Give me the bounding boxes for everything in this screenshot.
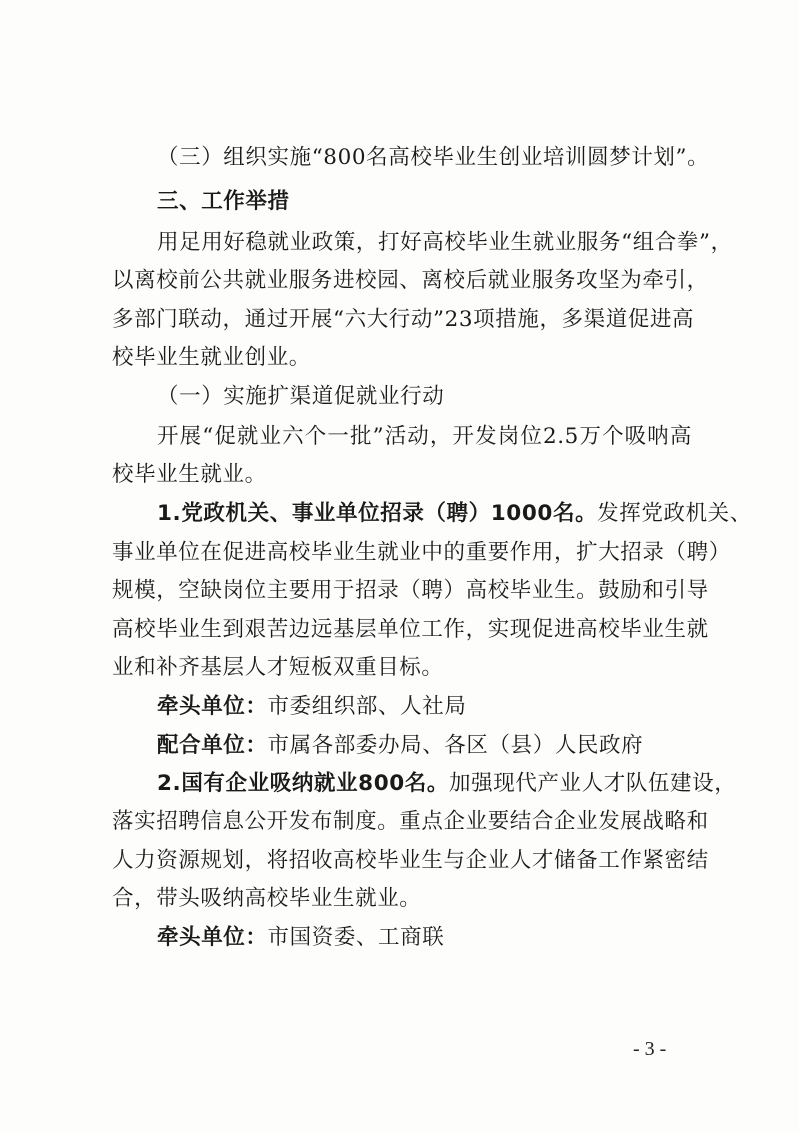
- page-number: - 3 -: [633, 1038, 667, 1060]
- cooperating-unit-label: 配合单位：: [157, 733, 268, 758]
- paragraph-line: 落实招聘信息公开发布制度。重点企业要结合企业发展战略和: [112, 809, 709, 834]
- lead-unit-line-1: [157, 693, 692, 721]
- item-1-line: [157, 500, 752, 528]
- subsection-item-3: （三）组织实施“800名高校毕业生创业培训圆梦计划”。: [157, 145, 710, 170]
- paragraph-line: 开展“促就业六个一批”活动，开发岗位2.5万个吸呐高: [157, 424, 692, 449]
- paragraph-line: 事业单位在促进高校毕业生就业中的重要作用，扩大招录（聘）: [112, 540, 731, 565]
- paragraph-line: 校毕业生就业。: [112, 462, 267, 487]
- subsection-heading-1: （一）实施扩渠道促就业行动: [157, 384, 445, 409]
- paragraph-line: 人力资源规划，将招收高校毕业生与企业人才储备工作紧密结: [112, 848, 709, 873]
- cooperating-unit-value: 市属各部委办局、各区（县）人民政府: [267, 733, 644, 758]
- lead-unit-value: 市国资委、工商联: [267, 925, 445, 950]
- item-2-title: 2.国有企业吸纳就业800名。: [157, 771, 450, 796]
- paragraph-line: 校毕业生就业创业。: [112, 345, 311, 370]
- item-1-text: 发挥党政机关、: [597, 501, 752, 526]
- paragraph-line: 用足用好稳就业政策，打好高校毕业生就业服务“组合拳”，: [157, 230, 733, 255]
- paragraph-line: 合，带头吸纳高校毕业生就业。: [112, 886, 422, 911]
- paragraph-line: 规模，空缺岗位主要用于招录（聘）高校毕业生。鼓励和引导: [112, 578, 709, 603]
- paragraph-line: 业和补齐基层人才短板双重目标。: [112, 655, 444, 680]
- lead-unit-line-2: [157, 924, 692, 952]
- item-2-text: 加强现代产业人才队伍建设，: [449, 771, 737, 796]
- lead-unit-label: 牵头单位：: [157, 925, 268, 950]
- item-2-line: [157, 770, 737, 798]
- item-1-title: 1.党政机关、事业单位招录（聘）1000名。: [157, 501, 598, 526]
- cooperating-unit-line-1: [157, 732, 692, 760]
- paragraph-line: 以离校前公共就业服务进校园、离校后就业服务攻坚为牵引，: [112, 268, 709, 293]
- paragraph-line: 多部门联动，通过开展“六大行动”23项措施，多渠道促进高: [112, 307, 695, 332]
- section-heading-work-measures: 三、工作举措: [157, 189, 290, 214]
- paragraph-line: 高校毕业生到艰苦边远基层单位工作，实现促进高校毕业生就: [112, 617, 709, 642]
- lead-unit-value: 市委组织部、人社局: [267, 694, 467, 719]
- lead-unit-label: 牵头单位：: [157, 694, 268, 719]
